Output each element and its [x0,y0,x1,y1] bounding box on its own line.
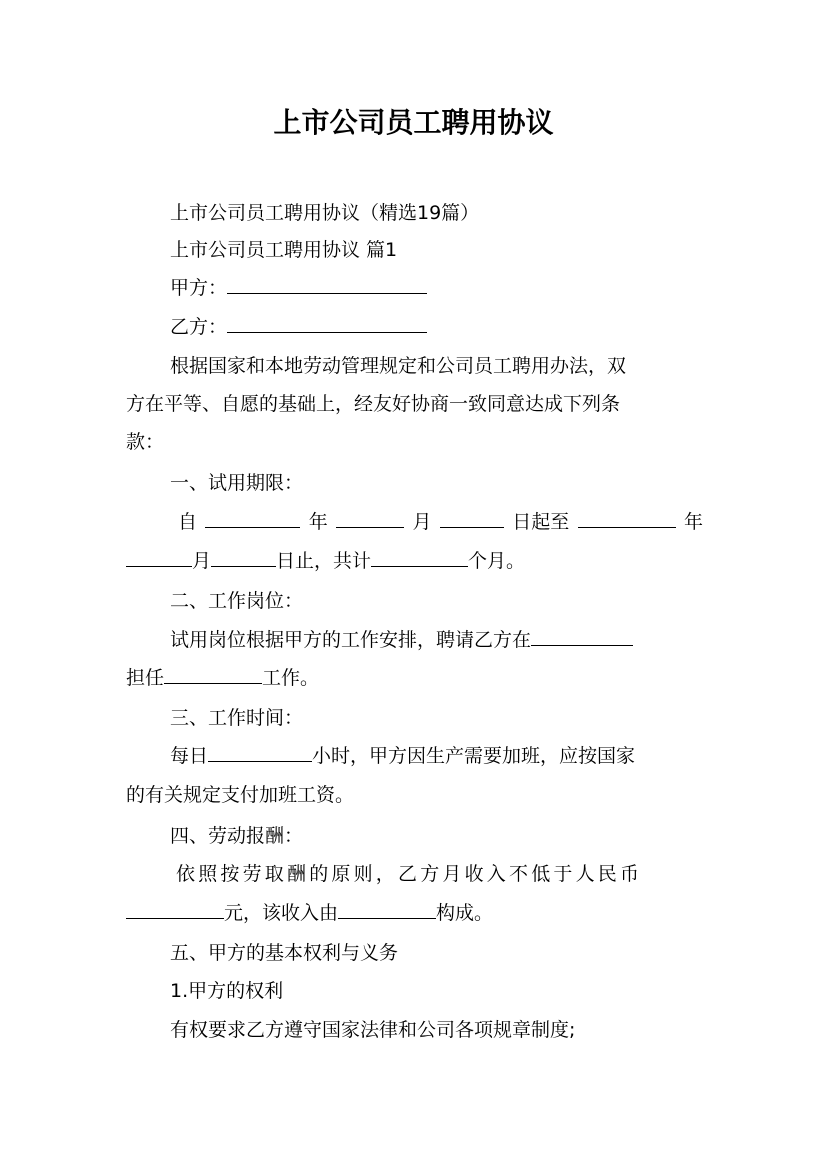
section-heading: 上市公司员工聘用协议 篇1 [170,239,398,261]
subtitle-line: 上市公司员工聘用协议（精选19篇） [170,202,480,224]
paragraph-line: 根据国家和本地劳动管理规定和公司员工聘用办法，双 [170,355,627,377]
salary-line [126,895,703,931]
fill-blank [338,896,436,919]
text-segment: 年 [683,511,703,533]
fill-blank [578,505,676,528]
document-title: 上市公司员工聘用协议 [273,106,554,139]
text-segment: 日起至 [512,511,570,533]
text-segment: 日止，共计 [276,550,372,572]
fill-blank [126,544,192,567]
party-b-line [170,309,703,345]
text-segment: 试用岗位根据甲方的工作安排，聘请乙方在 [170,629,532,651]
text-segment: 自 [178,511,198,533]
clause-heading: 一、试用期限： [170,472,304,494]
text-segment: 每日 [170,745,209,767]
clause-heading: 五、甲方的基本权利与义务 [170,942,399,964]
hours-line [170,738,703,774]
text-segment: 个月。 [468,550,526,572]
text-segment: 工作。 [262,667,320,689]
party-b-blank [227,310,427,333]
text-segment: 年 [308,511,328,533]
fill-blank [205,505,300,528]
text-segment: 元，该收入由 [224,902,339,924]
fill-blank [531,623,633,646]
paragraph-line: 的有关规定支付加班工资。 [126,784,355,806]
sub-heading: 1.甲方的权利 [170,980,284,1002]
text-segment: 小时，甲方因生产需要加班，应按国家 [312,745,636,767]
paragraph-line: 依照按劳取酬的原则，乙方月收入不低于人民币 [176,863,643,885]
position-line [126,660,703,696]
party-a-line [170,270,703,306]
fill-blank [208,739,312,762]
text-segment: 月 [192,550,212,572]
probation-dates-line [178,504,703,540]
fill-blank [164,661,262,684]
party-a-blank [227,271,427,294]
paragraph-line: 方在平等、自愿的基础上，经友好协商一致同意达成下列条 [126,393,621,415]
party-a-label: 甲方： [170,277,228,299]
clause-heading: 三、工作时间： [170,707,304,729]
text-segment: 担任 [126,667,165,689]
party-b-label: 乙方： [170,316,228,338]
fill-blank [440,505,504,528]
clause-heading: 二、工作岗位： [170,590,304,612]
paragraph-line: 款： [126,431,165,453]
text-segment: 构成。 [436,902,494,924]
fill-blank [211,544,276,567]
fill-blank [126,896,224,919]
fill-blank [371,544,468,567]
fill-blank [336,505,404,528]
text-segment: 月 [412,511,432,533]
probation-end-line [126,543,703,579]
paragraph-line: 有权要求乙方遵守国家法律和公司各项规章制度; [170,1019,576,1041]
clause-heading: 四、劳动报酬： [170,825,304,847]
position-line [170,622,703,658]
